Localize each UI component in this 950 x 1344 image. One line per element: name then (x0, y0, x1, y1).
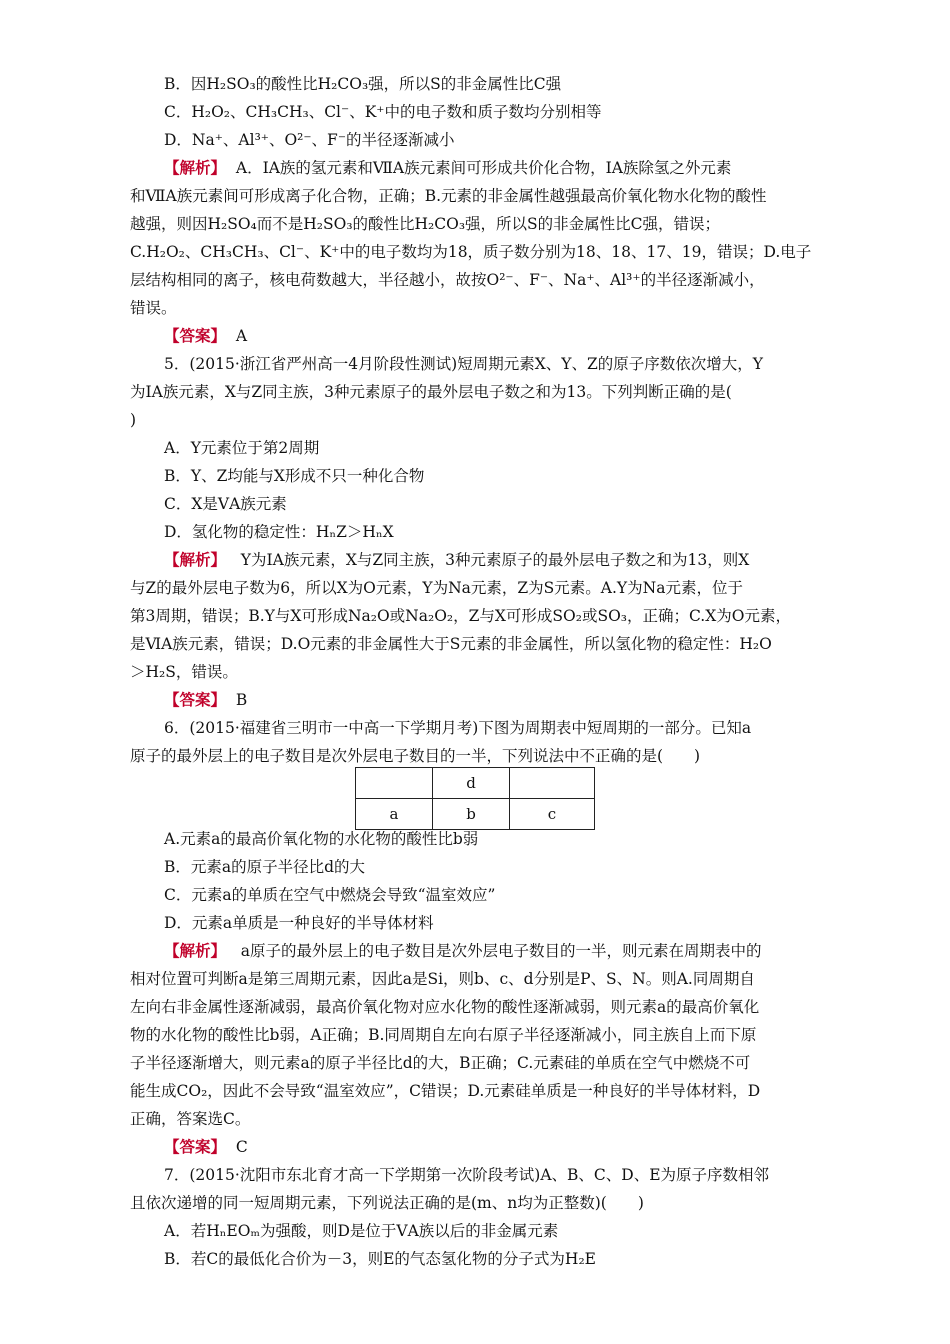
answer-tag: 【答案】 (164, 326, 227, 345)
analysis-line: 层结构相同的离子，核电荷数越大，半径越小，故按O²⁻、F⁻、Na⁺、Al³⁺的半径逐渐减小， (130, 271, 765, 289)
table-cell (510, 768, 595, 799)
option-line: A.元素a的最高价氧化物的水化物的酸性比b弱 (164, 830, 479, 848)
answer-tag: 【答案】 (164, 690, 227, 709)
analysis-line: 左向右非金属性逐渐减弱，最高价氧化物对应水化物的酸性逐渐减弱，则元素a的最高价氧化 (130, 998, 760, 1016)
periodic-table-fragment (355, 767, 595, 830)
analysis-line: 能生成CO₂，因此不会导致“温室效应”，C错误；D.元素硅单质是一种良好的半导体材料，D (130, 1082, 761, 1100)
analysis-block (164, 941, 762, 961)
option-line: C．元素a的单质在空气中燃烧会导致“温室效应” (164, 886, 496, 904)
analysis-line: 第3周期，错误；B.Y与X可形成Na₂O或Na₂O₂，Z与X可形成SO₂或SO₃，正确；C.X为O元素， (130, 607, 791, 625)
answer-tag: 【答案】 (164, 1137, 227, 1156)
analysis-line: 正确，答案选C。 (130, 1110, 251, 1128)
analysis-line: 与Z的最外层电子数为6，所以X为O元素，Y为Na元素，Z为S元素。A.Y为Na元素，位于 (130, 579, 743, 597)
question-stem: 7．(2015·沈阳市东北育才高一下学期第一次阶段考试)A、B、C、D、E为原子序数相邻 (164, 1166, 770, 1184)
question-stem: ) (130, 411, 137, 429)
question-stem: 且依次递增的同一短周期元素，下列说法正确的是(m、n均为正整数)( ) (130, 1194, 644, 1212)
analysis-tag: 【解析】 (164, 941, 227, 960)
option-line: A．若HₙEOₘ为强酸，则D是位于ⅤA族以后的非金属元素 (164, 1222, 559, 1240)
table-row (356, 799, 595, 830)
analysis-block (164, 158, 731, 178)
option-line: D．Na⁺、Al³⁺、O²⁻、F⁻的半径逐渐减小 (164, 131, 455, 149)
analysis-line: Y为ⅠA族元素，X与Z同主族，3种元素原子的最外层电子数之和为13，则X (240, 551, 750, 569)
option-line: B．因H₂SO₃的酸性比H₂CO₃强，所以S的非金属性比C强 (164, 75, 562, 93)
analysis-tag: 【解析】 (164, 550, 227, 569)
analysis-line: a原子的最外层上的电子数目是次外层电子数目的一半，则元素在周期表中的 (240, 942, 762, 960)
option-line: C．H₂O₂、CH₃CH₃、Cl⁻、K⁺中的电子数和质子数均分别相等 (164, 103, 602, 121)
table-row (356, 768, 595, 799)
answer-value: A (235, 327, 248, 345)
answer-line (164, 1137, 248, 1157)
analysis-line: 子半径逐渐增大，则元素a的原子半径比d的大，B正确；C.元素硅的单质在空气中燃烧不可 (130, 1054, 751, 1072)
analysis-tag: 【解析】 (164, 158, 227, 177)
option-line: D．氢化物的稳定性：HₙZ＞HₙX (164, 523, 394, 541)
answer-line (164, 690, 247, 710)
answer-value: C (235, 1138, 248, 1156)
analysis-line: 是ⅥA族元素，错误；D.O元素的非金属性大于S元素的非金属性，所以氢化物的稳定性：H₂O (130, 635, 772, 653)
analysis-line: C.H₂O₂、CH₃CH₃、Cl⁻、K⁺中的电子数均为18，质子数分别为18、18、17、19，错误；D.电子 (130, 243, 812, 261)
analysis-line: 物的水化物的酸性比b弱，A正确；B.同周期自左向右原子半径逐渐减小，同主族自上而下原 (130, 1026, 757, 1044)
analysis-line: A．ⅠA族的氢元素和ⅦA族元素间可形成共价化合物，ⅠA族除氢之外元素 (235, 159, 732, 177)
answer-value: B (235, 691, 248, 709)
question-stem: 原子的最外层上的电子数目是次外层电子数目的一半，下列说法中不正确的是( ) (130, 747, 701, 765)
table-cell: b (433, 799, 510, 830)
question-stem: 6．(2015·福建省三明市一中高一下学期月考)下图为周期表中短周期的一部分。已知a (164, 719, 752, 737)
question-stem: 为ⅠA族元素，X与Z同主族，3种元素原子的最外层电子数之和为13。下列判断正确的是( (130, 383, 732, 401)
table-cell: d (433, 768, 510, 799)
analysis-line: 越强，则因H₂SO₄而不是H₂SO₃的酸性比H₂CO₃强，所以S的非金属性比C强，错误； (130, 215, 721, 233)
table-cell: a (356, 799, 433, 830)
option-line: D．元素a单质是一种良好的半导体材料 (164, 914, 434, 932)
analysis-line: 错误。 (130, 299, 177, 317)
option-line: A．Y元素位于第2周期 (164, 439, 320, 457)
option-line: B．若C的最低化合价为－3，则E的气态氢化物的分子式为H₂E (164, 1250, 596, 1268)
table-cell (356, 768, 433, 799)
option-line: B．元素a的原子半径比d的大 (164, 858, 366, 876)
analysis-line: 相对位置可判断a是第三周期元素，因此a是Si，则b、c、d分别是P、S、N。则A.同周期自 (130, 970, 755, 988)
answer-line (164, 326, 247, 346)
analysis-line: 和ⅦA族元素间可形成离子化合物，正确；B.元素的非金属性越强最高价氧化物水化物的酸性 (130, 187, 767, 205)
analysis-line: ＞H₂S，错误。 (130, 663, 238, 681)
analysis-block (164, 550, 749, 570)
question-stem: 5．(2015·浙江省严州高一4月阶段性测试)短周期元素X、Y、Z的原子序数依次增大，Y (164, 355, 763, 373)
table-cell: c (510, 799, 595, 830)
option-line: B．Y、Z均能与X形成不只一种化合物 (164, 467, 425, 485)
option-line: C．X是ⅤA族元素 (164, 495, 287, 513)
